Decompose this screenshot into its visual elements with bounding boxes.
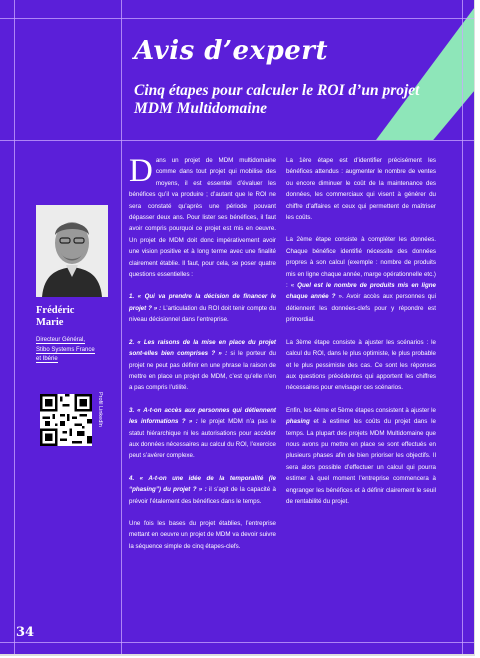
linkedin-profile-link[interactable]: Profil LinkedIn: [97, 392, 103, 427]
frame-line-header: [0, 140, 474, 141]
frame-line-right: [462, 0, 463, 654]
page-subtitle: Cinq étapes pour calculer le ROI d’un projet MDM Multidomaine: [134, 82, 420, 117]
drop-cap: D: [129, 153, 153, 189]
frame-line-column: [121, 0, 122, 654]
decorative-stripe: [376, 0, 475, 140]
author-role: Directeur Général, Stibo Systems France et Ibérie: [36, 337, 95, 362]
step-3-paragraph: La 3ème étape consiste à ajuster les scénarios : le calcul du ROI, dans le plus optimiste, le plus probable et le plus pessimiste des cas. Ce sont les réponses aux questions précédentes qui apportent les chiffres nécessaires pour envisager ces scénarios.: [286, 338, 436, 392]
author-photo: [36, 205, 108, 297]
article-column-2: [286, 155, 436, 518]
page-title: Avis d’expert: [134, 36, 328, 66]
intro-paragraph: ans un projet de MDM multidomaine comme dans tout projet qui mobilise des moyens, il est essentiel d’évaluer les bénéfices qu’il va produire ; d’autant que le ROI ne sera constaté qu’après une période pouvant dépasser deux ans. Pour lister ses bénéfices, il faut avoir compris pourquoi ce projet est mis en oeuvre. Un projet de MDM doit donc impérativement avoir une vision positive et à long terme avec une finalité clairement établie. Il faut, pour cela, se poser quatre questions essentielles :: [129, 157, 276, 279]
frame-line-top: [0, 18, 474, 19]
step-2-paragraph: La 2ème étape consiste à compléter les données. Chaque bénéfice identifié nécessite des données propres à son calcul (exemple : nombre de produits mis en ligne chaque année, marge opérationnelle etc.) : « Quel est le nombre de produits mis en ligne chaque année ? ». Avoir accès aux personnes qui détiennent les données-clefs pour y répondre est primordial.: [286, 236, 436, 324]
frame-line-left: [14, 0, 15, 654]
author-name: Frédéric Marie: [36, 305, 75, 328]
step-1-paragraph: La 1ère étape est d’identifier précisément les bénéfices attendus : augmenter le nombre de ventes ou encore diminuer le coût de la maintenance des données, les commerciaux qui visent à générer du chiffre d’affaires et ceux qui permettent de maîtriser les coûts.: [286, 157, 436, 222]
linkedin-qr-code[interactable]: [40, 394, 92, 446]
step-4-5-paragraph: Enfin, les 4ème et 5ème étapes consistent à ajuster le phasing et à estimer les coûts du projet dans le temps. La plupart des projets MDM Multidomaine que nous avons pu mettre en place se sont effectués en plusieurs phases afin de bien prioriser les objectifs. Il sera alors possible d’effectuer un calcul qui pourra estimer à quel moment l’entreprise commencera à engranger les bénéfices et à définir clairement le seuil de rentabilité du projet.: [286, 406, 436, 505]
closing-paragraph: Une fois les bases du projet établies, l’entreprise mettant en oeuvre un projet de MDM va devoir suivre la séquence simple de cinq étapes-clefs.: [129, 519, 276, 550]
page-number: 34: [16, 625, 35, 640]
article-column-1: Dans un projet de MDM multidomaine comme dans tout projet qui mobilise des moyens, il est essentiel d’évaluer les bénéfices qu’il va produire ; d’autant que le ROI ne sera constaté qu’après une période pouvant dépasser deux ans. Pour lister ses bénéfices, il faut avoir compris pourquoi ce projet est mis en oeuvre. Un projet de MDM doit donc impérativement avoir une vision positive et à long terme avec une finalité clairement établie. Il faut, pour cela, se poser quatre questions essentielles : 1. « Qui va prendre la décision de financer le projet ? » : L’articulation du ROI doit tenir compte du niveau décisionnel dans l’entreprise. 2. « Les raisons de la mise en place du projet sont-elles bien comprises ? » : si le porteur du projet ne peut pas définir en une phrase la raison de mettre en place un projet de MDM, c’est qu’elle n’en a pas compris l’utilité. 3. « A-t-on accès aux personnes qui détiennent les informations ? » : le projet MDM n’a pas le statut hiérarchique ni les autorisations pour accéder aux données nécessaires au calcul du ROI, l’exercice peut s’avérer complexe. 4. « A-t-on une idée de la temporalité (le “phasing”) du projet ? » : il s’agit de la capacité à prévoir l’étalement des bénéfices dans le temps. Une fois les bases du projet établies, l’entreprise mettant en oeuvre un projet de MDM va devoir suivre la séquence simple de cinq étapes-clefs.: [129, 155, 276, 563]
frame-line-bottom: [0, 642, 474, 643]
